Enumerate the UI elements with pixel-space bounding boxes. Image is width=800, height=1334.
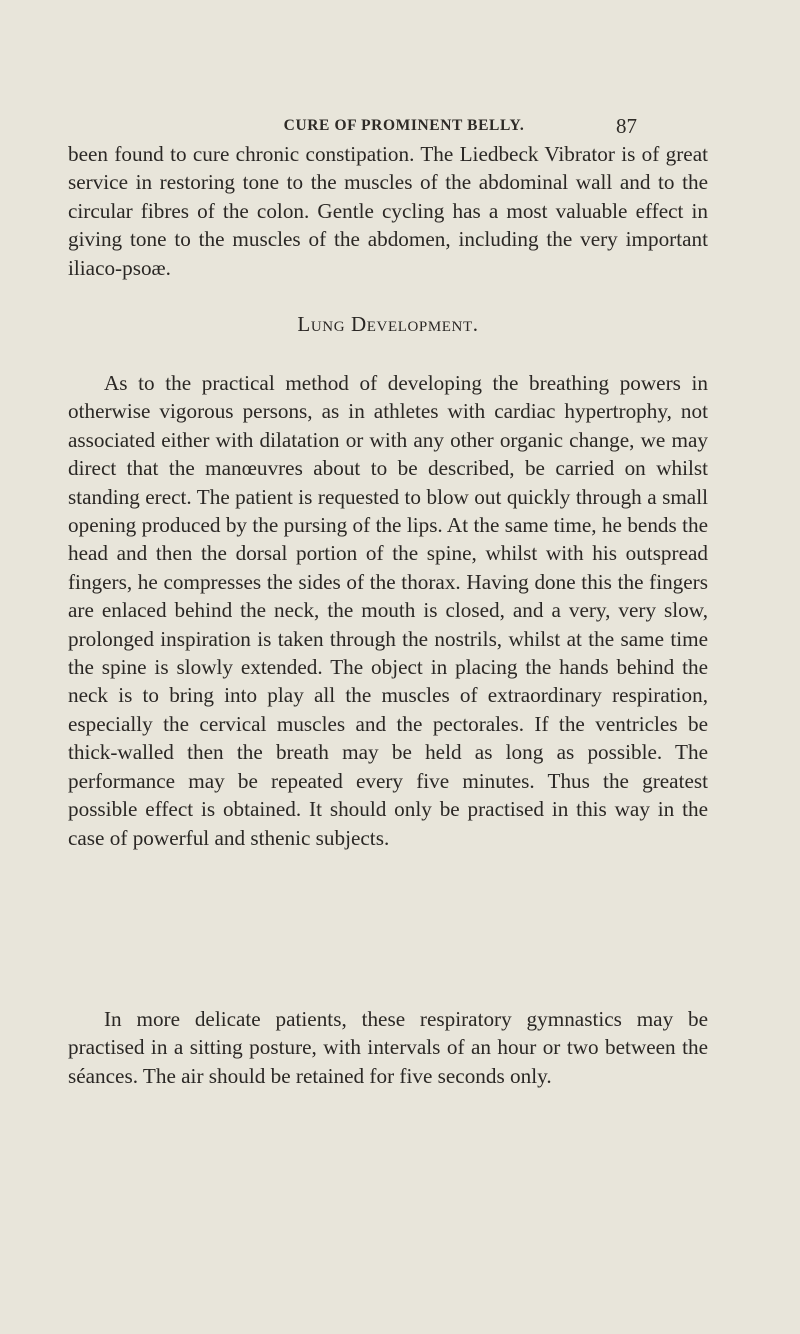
paragraph-delicate-patients: In more delicate patients, these respiratory gymnastics may be practised in a sitting posture, with intervals of an hour or two between the séances. The air should be retained for five seconds only. bbox=[68, 1007, 708, 1088]
paragraph-breathing-method: As to the practical method of developing the breathing powers in otherwise vigorous persons, as in athletes with cardiac hypertrophy, not associated either with dilatation or with any other organic change, we may direct that the manœuvres about to be described, be carried on whilst standing erect. The patient is requested to blow out quickly through a small opening produced by the pursing of the lips. At the same time, he bends the head and then the dorsal portion of the spine, whilst with his outspread fingers, he compresses the sides of the thorax. Having done this the fingers are enlaced behind the neck, the mouth is closed, and a very, very slow, prolonged inspiration is taken through the nostrils, whilst at the same time the spine is slowly extended. The object in placing the hands behind the neck is to bring into play all the muscles of extraordinary respiration, especially the cervical muscles and the pectorales. If the ventricles be thick-walled then the breath may be held as long as possible. The performance may be repeated every five minutes. Thus the greatest possible effect is obtained. It should only be practised in this way in the case of powerful and sthenic subjects. bbox=[68, 371, 708, 850]
running-head bbox=[0, 114, 800, 141]
section-heading-lung-development: Lung Development. bbox=[297, 312, 479, 336]
running-title: CURE OF PROMINENT BELLY. bbox=[283, 117, 525, 134]
paragraph-constipation: been found to cure chronic constipation. The Liedbeck Vibrator is of great service in restoring tone to the muscles of the abdominal wall and to the circular fibres of the colon. Gentle cycling has a most valuable effect in giving tone to the muscles of the abdomen, including the very important iliaco-psoæ. bbox=[68, 142, 708, 280]
page-number: 87 bbox=[616, 114, 637, 138]
